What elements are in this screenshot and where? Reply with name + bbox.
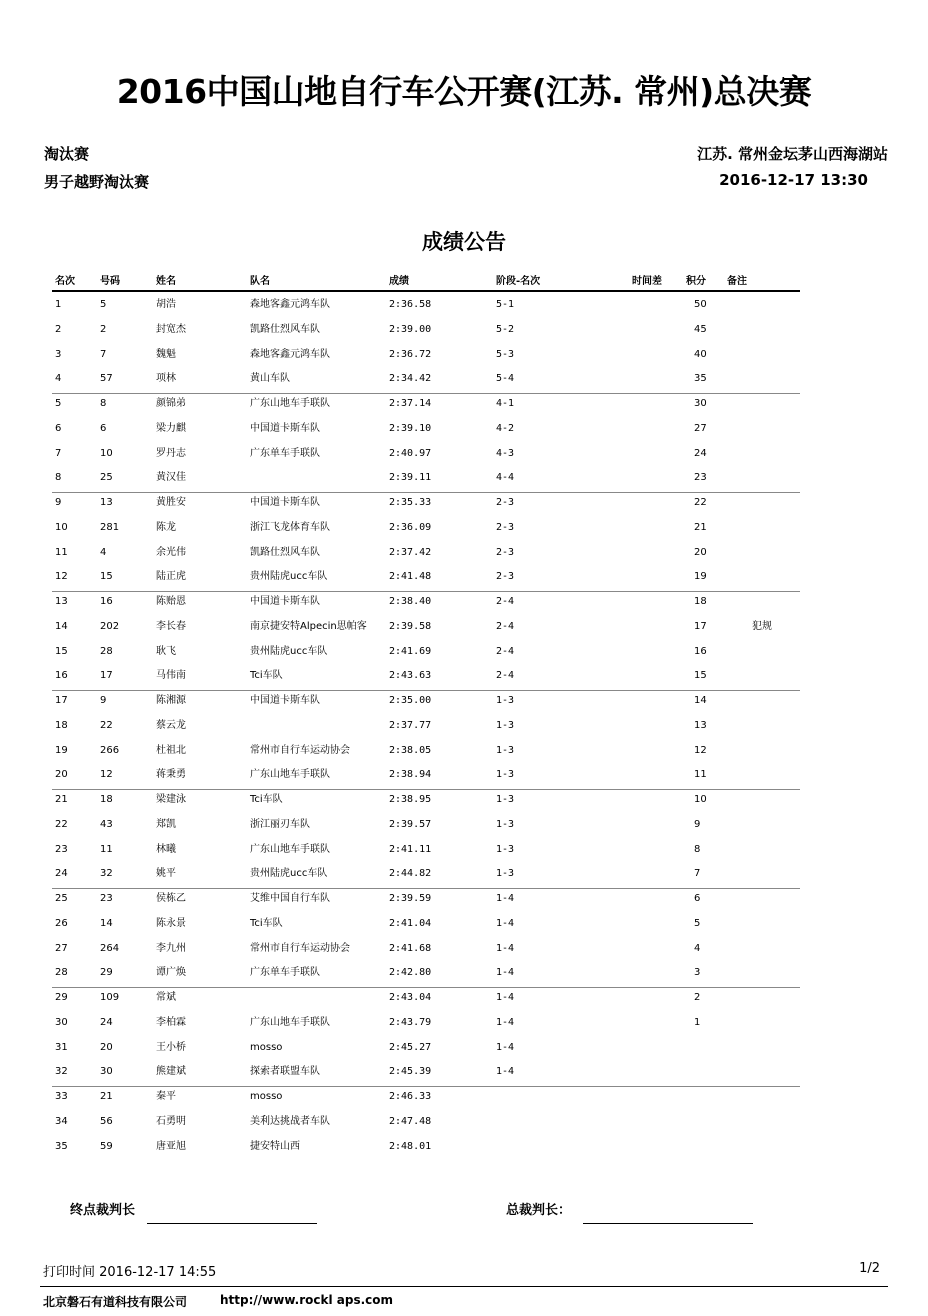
footer-rule (40, 1286, 888, 1287)
cell-stage-rank: 5-4 (496, 373, 515, 384)
cell-rank: 14 (55, 621, 68, 632)
cell-points: 50 (694, 299, 707, 310)
cell-stage-rank: 4-3 (496, 448, 515, 459)
cell-stage-rank: 1-4 (496, 1017, 515, 1028)
cell-bib: 28 (100, 646, 113, 657)
cell-result: 2:45.39 (389, 1066, 432, 1077)
cell-name: 梁建泳 (156, 794, 186, 805)
cell-name: 封宽杰 (156, 324, 186, 335)
col-result: 成绩 (389, 276, 409, 287)
cell-stage-rank: 4-4 (496, 472, 515, 483)
cell-rank: 15 (55, 646, 68, 657)
cell-team: Tci车队 (250, 670, 283, 681)
cell-stage-rank: 2-4 (496, 596, 515, 607)
group-divider (52, 492, 800, 493)
cell-result: 2:41.68 (389, 943, 432, 954)
cell-points: 16 (694, 646, 707, 657)
cell-points: 6 (694, 893, 701, 904)
finish-judge-label: 终点裁判长 (70, 1203, 136, 1218)
cell-bib: 281 (100, 522, 120, 533)
cell-stage-rank: 2-4 (496, 621, 515, 632)
cell-points: 10 (694, 794, 707, 805)
cell-name: 蒋秉勇 (156, 769, 186, 780)
cell-name: 黄胜安 (156, 497, 186, 508)
cell-result: 2:35.00 (389, 695, 432, 706)
cell-stage-rank: 2-3 (496, 547, 515, 558)
cell-name: 侯栋乙 (156, 893, 186, 904)
finish-judge-signature-line (147, 1223, 317, 1224)
cell-bib: 8 (100, 398, 107, 409)
cell-rank: 20 (55, 769, 68, 780)
event-venue: 江苏. 常州金坛茅山西海湖站 (697, 145, 888, 163)
cell-team: 贵州陆虎ucc车队 (250, 571, 328, 582)
event-type: 淘汰赛 (44, 145, 90, 163)
cell-points: 9 (694, 819, 701, 830)
cell-stage-rank: 1-4 (496, 1066, 515, 1077)
cell-bib: 17 (100, 670, 113, 681)
cell-rank: 27 (55, 943, 68, 954)
document-title: 2016中国山地自行车公开赛(江苏. 常州)总决赛 (116, 72, 812, 111)
col-time-diff: 时间差 (632, 276, 662, 287)
cell-rank: 35 (55, 1141, 68, 1152)
cell-rank: 30 (55, 1017, 68, 1028)
cell-stage-rank: 2-3 (496, 497, 515, 508)
cell-stage-rank: 4-2 (496, 423, 515, 434)
cell-points: 3 (694, 967, 701, 978)
cell-name: 秦平 (156, 1091, 176, 1102)
col-bib: 号码 (100, 276, 120, 287)
group-divider (52, 591, 800, 592)
cell-rank: 4 (55, 373, 62, 384)
cell-points: 19 (694, 571, 707, 582)
cell-team: 广东山地车手联队 (250, 1017, 330, 1028)
cell-stage-rank: 2-3 (496, 571, 515, 582)
cell-bib: 24 (100, 1017, 113, 1028)
cell-bib: 18 (100, 794, 113, 805)
cell-team: 贵州陆虎ucc车队 (250, 646, 328, 657)
cell-stage-rank: 1-3 (496, 844, 515, 855)
cell-bib: 12 (100, 769, 113, 780)
cell-team: 广东山地车手联队 (250, 769, 330, 780)
cell-bib: 59 (100, 1141, 113, 1152)
cell-stage-rank: 1-3 (496, 794, 515, 805)
cell-name: 陆正虎 (156, 571, 186, 582)
cell-bib: 29 (100, 967, 113, 978)
cell-team: Tci车队 (250, 918, 283, 929)
cell-points: 30 (694, 398, 707, 409)
cell-name: 耿飞 (156, 646, 176, 657)
cell-result: 2:37.77 (389, 720, 432, 731)
cell-name: 颜锦弟 (156, 398, 186, 409)
cell-name: 王小桥 (156, 1042, 186, 1053)
print-time: 打印时间 2016-12-17 14:55 (43, 1265, 217, 1280)
cell-bib: 4 (100, 547, 107, 558)
cell-team: 南京捷安特Alpecin思帕客 (250, 621, 367, 632)
results-announcement-title: 成绩公告 (422, 230, 506, 254)
cell-points: 45 (694, 324, 707, 335)
company-name: 北京磐石有道科技有限公司 (43, 1295, 188, 1309)
cell-team: 凯路仕烈风车队 (250, 324, 320, 335)
cell-rank: 28 (55, 967, 68, 978)
cell-points: 14 (694, 695, 707, 706)
group-divider (52, 888, 800, 889)
cell-points: 27 (694, 423, 707, 434)
cell-name: 李九州 (156, 943, 186, 954)
cell-bib: 21 (100, 1091, 113, 1102)
cell-bib: 7 (100, 349, 107, 360)
cell-bib: 10 (100, 448, 113, 459)
cell-rank: 7 (55, 448, 62, 459)
cell-rank: 24 (55, 868, 68, 879)
cell-result: 2:38.95 (389, 794, 432, 805)
cell-name: 陈贻恩 (156, 596, 186, 607)
cell-name: 姚平 (156, 868, 176, 879)
cell-stage-rank: 4-1 (496, 398, 515, 409)
results-table-header (52, 275, 800, 291)
col-team: 队名 (250, 276, 270, 287)
cell-result: 2:41.69 (389, 646, 432, 657)
cell-rank: 34 (55, 1116, 68, 1127)
header-rule (52, 290, 800, 292)
cell-result: 2:44.82 (389, 868, 432, 879)
cell-team: 黄山车队 (250, 373, 290, 384)
cell-rank: 10 (55, 522, 68, 533)
cell-points: 35 (694, 373, 707, 384)
cell-team: 森地客鑫元鸿车队 (250, 349, 330, 360)
cell-rank: 8 (55, 472, 62, 483)
cell-points: 7 (694, 868, 701, 879)
cell-result: 2:41.04 (389, 918, 432, 929)
cell-stage-rank: 5-2 (496, 324, 515, 335)
cell-name: 余光伟 (156, 547, 186, 558)
cell-rank: 22 (55, 819, 68, 830)
cell-team: mosso (250, 1091, 283, 1102)
cell-points: 22 (694, 497, 707, 508)
cell-name: 陈湘源 (156, 695, 186, 706)
cell-name: 谭广焕 (156, 967, 186, 978)
cell-team: 美利达挑战者车队 (250, 1116, 330, 1127)
cell-result: 2:48.01 (389, 1141, 432, 1152)
cell-stage-rank: 1-4 (496, 1042, 515, 1053)
cell-name: 常斌 (156, 992, 176, 1003)
cell-result: 2:36.09 (389, 522, 432, 533)
cell-result: 2:37.42 (389, 547, 432, 558)
cell-name: 蔡云龙 (156, 720, 186, 731)
cell-points: 12 (694, 745, 707, 756)
cell-stage-rank: 2-3 (496, 522, 515, 533)
cell-bib: 25 (100, 472, 113, 483)
cell-bib: 202 (100, 621, 120, 632)
cell-rank: 29 (55, 992, 68, 1003)
cell-result: 2:39.58 (389, 621, 432, 632)
cell-points: 24 (694, 448, 707, 459)
cell-points: 8 (694, 844, 701, 855)
cell-points: 13 (694, 720, 707, 731)
cell-rank: 21 (55, 794, 68, 805)
cell-rank: 3 (55, 349, 62, 360)
cell-stage-rank: 2-4 (496, 646, 515, 657)
cell-team: 森地客鑫元鸿车队 (250, 299, 330, 310)
col-rank: 名次 (55, 276, 75, 287)
cell-rank: 23 (55, 844, 68, 855)
col-name: 姓名 (156, 276, 176, 287)
cell-team: 浙江飞龙体育车队 (250, 522, 330, 533)
cell-name: 陈龙 (156, 522, 176, 533)
cell-result: 2:47.48 (389, 1116, 432, 1127)
cell-result: 2:43.04 (389, 992, 432, 1003)
cell-name: 马伟南 (156, 670, 186, 681)
cell-result: 2:35.33 (389, 497, 432, 508)
cell-points: 15 (694, 670, 707, 681)
cell-stage-rank: 2-4 (496, 670, 515, 681)
cell-name: 罗丹志 (156, 448, 186, 459)
cell-bib: 11 (100, 844, 113, 855)
cell-team: 广东山地车手联队 (250, 398, 330, 409)
cell-name: 郑凯 (156, 819, 176, 830)
cell-points: 18 (694, 596, 707, 607)
col-stage-rank: 阶段-名次 (496, 276, 541, 287)
cell-result: 2:39.59 (389, 893, 432, 904)
cell-stage-rank: 1-4 (496, 893, 515, 904)
cell-rank: 16 (55, 670, 68, 681)
cell-stage-rank: 5-3 (496, 349, 515, 360)
cell-bib: 20 (100, 1042, 113, 1053)
cell-stage-rank: 1-4 (496, 943, 515, 954)
cell-bib: 15 (100, 571, 113, 582)
cell-remarks: 犯规 (752, 621, 772, 632)
cell-name: 黄汉佳 (156, 472, 186, 483)
cell-team: mosso (250, 1042, 283, 1053)
cell-result: 2:45.27 (389, 1042, 432, 1053)
cell-team: 常州市自行车运动协会 (250, 943, 350, 954)
cell-bib: 30 (100, 1066, 113, 1077)
cell-rank: 19 (55, 745, 68, 756)
cell-team: 中国道卡斯车队 (250, 695, 320, 706)
cell-result: 2:38.05 (389, 745, 432, 756)
cell-stage-rank: 1-4 (496, 992, 515, 1003)
cell-name: 魏魁 (156, 349, 176, 360)
cell-result: 2:39.10 (389, 423, 432, 434)
cell-result: 2:40.97 (389, 448, 432, 459)
cell-rank: 9 (55, 497, 62, 508)
cell-stage-rank: 1-3 (496, 868, 515, 879)
cell-rank: 33 (55, 1091, 68, 1102)
cell-bib: 32 (100, 868, 113, 879)
cell-team: 中国道卡斯车队 (250, 423, 320, 434)
cell-result: 2:39.11 (389, 472, 432, 483)
cell-points: 5 (694, 918, 701, 929)
cell-team: 广东单车手联队 (250, 967, 320, 978)
cell-stage-rank: 1-3 (496, 720, 515, 731)
cell-result: 2:39.57 (389, 819, 432, 830)
cell-points: 20 (694, 547, 707, 558)
cell-name: 熊建斌 (156, 1066, 186, 1077)
cell-team: 贵州陆虎ucc车队 (250, 868, 328, 879)
cell-result: 2:43.63 (389, 670, 432, 681)
cell-bib: 16 (100, 596, 113, 607)
cell-result: 2:42.80 (389, 967, 432, 978)
cell-team: 中国道卡斯车队 (250, 497, 320, 508)
cell-result: 2:41.11 (389, 844, 432, 855)
cell-team: 浙江丽刃车队 (250, 819, 310, 830)
event-datetime: 2016-12-17 13:30 (719, 171, 868, 189)
cell-result: 2:43.79 (389, 1017, 432, 1028)
cell-bib: 22 (100, 720, 113, 731)
cell-bib: 23 (100, 893, 113, 904)
cell-result: 2:38.40 (389, 596, 432, 607)
cell-result: 2:34.42 (389, 373, 432, 384)
cell-rank: 13 (55, 596, 68, 607)
col-remarks: 备注 (727, 276, 747, 287)
cell-team: Tci车队 (250, 794, 283, 805)
cell-bib: 266 (100, 745, 120, 756)
cell-team: 广东单车手联队 (250, 448, 320, 459)
cell-result: 2:37.14 (389, 398, 432, 409)
cell-stage-rank: 1-3 (496, 745, 515, 756)
cell-stage-rank: 1-3 (496, 819, 515, 830)
cell-points: 2 (694, 992, 701, 1003)
cell-points: 4 (694, 943, 701, 954)
cell-result: 2:39.00 (389, 324, 432, 335)
cell-stage-rank: 1-3 (496, 769, 515, 780)
cell-bib: 13 (100, 497, 113, 508)
cell-bib: 9 (100, 695, 107, 706)
cell-rank: 17 (55, 695, 68, 706)
cell-rank: 31 (55, 1042, 68, 1053)
cell-stage-rank: 1-3 (496, 695, 515, 706)
cell-bib: 56 (100, 1116, 113, 1127)
cell-name: 项林 (156, 373, 176, 384)
cell-team: 探索者联盟车队 (250, 1066, 320, 1077)
cell-team: 常州市自行车运动协会 (250, 745, 350, 756)
page-number: 1/2 (859, 1261, 880, 1276)
cell-stage-rank: 5-1 (496, 299, 515, 310)
cell-bib: 5 (100, 299, 107, 310)
cell-rank: 2 (55, 324, 62, 335)
cell-result: 2:36.72 (389, 349, 432, 360)
cell-name: 胡浩 (156, 299, 176, 310)
cell-bib: 109 (100, 992, 120, 1003)
cell-rank: 12 (55, 571, 68, 582)
cell-stage-rank: 1-4 (496, 918, 515, 929)
cell-points: 11 (694, 769, 707, 780)
cell-points: 17 (694, 621, 707, 632)
cell-rank: 1 (55, 299, 62, 310)
cell-result: 2:41.48 (389, 571, 432, 582)
cell-team: 中国道卡斯车队 (250, 596, 320, 607)
cell-name: 杜祖北 (156, 745, 186, 756)
cell-team: 广东山地车手联队 (250, 844, 330, 855)
group-divider (52, 690, 800, 691)
company-website: http://www.rockl aps.com (220, 1293, 394, 1307)
cell-rank: 11 (55, 547, 68, 558)
group-divider (52, 987, 800, 988)
cell-name: 李长春 (156, 621, 186, 632)
cell-result: 2:36.58 (389, 299, 432, 310)
cell-name: 梁力麒 (156, 423, 186, 434)
cell-team: 凯路仕烈风车队 (250, 547, 320, 558)
cell-team: 捷安特山西 (250, 1141, 300, 1152)
cell-name: 林曦 (156, 844, 176, 855)
cell-points: 23 (694, 472, 707, 483)
cell-bib: 2 (100, 324, 107, 335)
cell-bib: 264 (100, 943, 120, 954)
cell-result: 2:38.94 (389, 769, 432, 780)
cell-name: 李柏霖 (156, 1017, 186, 1028)
cell-bib: 43 (100, 819, 113, 830)
cell-stage-rank: 1-4 (496, 967, 515, 978)
cell-name: 石勇明 (156, 1116, 186, 1127)
cell-points: 21 (694, 522, 707, 533)
col-points: 积分 (686, 276, 706, 287)
cell-name: 唐亚旭 (156, 1141, 186, 1152)
cell-team: 艾维中国自行车队 (250, 893, 330, 904)
cell-points: 1 (694, 1017, 701, 1028)
group-divider (52, 1086, 800, 1087)
cell-name: 陈永景 (156, 918, 186, 929)
cell-rank: 32 (55, 1066, 68, 1077)
cell-rank: 5 (55, 398, 62, 409)
cell-points: 40 (694, 349, 707, 360)
event-category: 男子越野淘汰赛 (44, 173, 150, 191)
cell-bib: 57 (100, 373, 113, 384)
cell-result: 2:46.33 (389, 1091, 432, 1102)
cell-bib: 14 (100, 918, 113, 929)
cell-rank: 18 (55, 720, 68, 731)
cell-rank: 25 (55, 893, 68, 904)
cell-rank: 6 (55, 423, 62, 434)
cell-rank: 26 (55, 918, 68, 929)
group-divider (52, 393, 800, 394)
chief-judge-signature-line (583, 1223, 753, 1224)
group-divider (52, 789, 800, 790)
chief-judge-label: 总裁判长： (506, 1203, 572, 1218)
cell-bib: 6 (100, 423, 107, 434)
